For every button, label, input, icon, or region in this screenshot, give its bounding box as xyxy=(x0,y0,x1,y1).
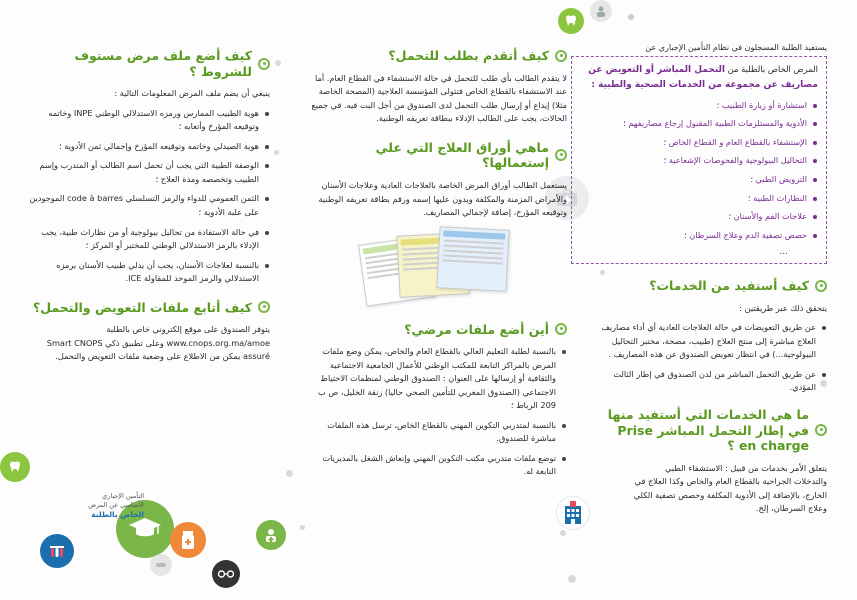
section-title: أين أضع ملفات مرضي؟ xyxy=(307,322,567,338)
nurse-icon xyxy=(256,520,286,550)
list-item: بالنسبة لطلبة التعليم العالي بالقطاع العام والخاص، يمكن وضع ملفات المرض بالمراكز التابعة للمكتب الوطني للأعمال الجامعية الاجتماعية والثقافية أو إرسالها على العنوان : الصندوق الوطني لمنظمات الاحتياط الاجتماعي (الصندوق المغربي للتأمين الصحي حاليا) زنقة الخليل، ص ب 209 الرباط ؛ xyxy=(307,345,567,413)
section-title: كيف أستفيد من الخدمات؟ xyxy=(597,278,827,294)
section-intro: يتحقق ذلك عبر طريقتين : xyxy=(739,302,827,313)
glasses-icon xyxy=(212,560,240,588)
section-complete-file xyxy=(26,48,270,286)
list-item: عن طريق التحمل المباشر من لدن الصندوق في إطار الثالث المؤدي. xyxy=(597,368,827,395)
circle-bullet-icon xyxy=(555,50,567,62)
section-track-files xyxy=(26,300,270,364)
list-item: علاجات الفم والأسنان ؛ xyxy=(580,210,818,224)
section-title: كيف أتابع ملفات التعويض والتحمل؟ xyxy=(26,300,270,316)
section-title: ما هي الخدمات التي أستفيد منها في إطار التحمل المباشر Prise en charge ؟ xyxy=(597,407,827,454)
ellipsis: ... xyxy=(779,247,788,258)
filing-places-list xyxy=(307,345,567,479)
benefit-methods-list xyxy=(597,321,827,395)
list-item: بالنسبة لمتدربي التكوين المهني بالقطاع الخاص، ترسل هذه الملفات مباشرة للصندوق. xyxy=(307,419,567,446)
section-title: كيف أضع ملف مرض مستوف للشروط ؟ xyxy=(26,48,270,79)
section-text: يستعمل الطالب أوراق المرض الخاصة بالعلاجات العادية وعلاجات الأسنان والأمراض المزمنة والمكلفة ويدون عليها إسمه ورقم بطاقة تعريفه الوطنية وتوقيعه المؤرخ، إضافة لإجمالي المصاريف. xyxy=(318,180,567,218)
list-item: النظارات الطبية ؛ xyxy=(580,192,818,206)
list-item: الأدوية والمستلزمات الطبية المقبول إرجاع مصاريفهم ؛ xyxy=(580,117,818,131)
file-requirements-list xyxy=(26,107,270,286)
section-text: يتعلق الأمر بخدمات من قبيل : الاستشفاء الطبي والتدخلات الجراحية بالقطاع العام والخاص وكذا العلاج في الخارج، بالإضافة إلى الأدوية المكلفة وحصص تصفية الكلي وعلاج السرطان، إلخ. xyxy=(633,462,827,514)
section-direct-coverage xyxy=(597,407,827,516)
section-text: لا يتقدم الطالب بأي طلب للتحمل في حالة الاستشفاء في القطاع العام. أما عند الاستشفاء بالقطاع الخاص فتتولى المؤسسة العلاجية (المصحة الخاصة مثلا) إيداع أو إرسال طلب التحمل لدى الصندوق من أجل البت فيه. في جميع الحالات، يجب على الطالب الإدلاء ببطاقة تعريفه الوطنية. xyxy=(311,72,567,124)
benefit-lead: المرض الخاص بالطلبة من التحمل المباشر أو التعويض عن مصاريف عن مجموعة من الخدمات الصحية والطبية : xyxy=(588,64,818,90)
column-middle xyxy=(295,0,581,600)
list-item: هوية الصيدلي وخاتمه وتوقيعه المؤرخ وإجمالي ثمن الأدوية ؛ xyxy=(26,140,270,154)
care-sheets-image xyxy=(362,226,512,310)
section-how-to-benefit xyxy=(597,278,827,395)
section-text: يتوفر الصندوق على موقع إلكتروني خاص بالطلبة www.cnops.org.ma/amoe وعلى تطبيق ذكي Smart CNOPS assuré يمكن من الاطلاع على وضعية ملفات التعويض والتحمل. xyxy=(46,324,270,362)
circle-bullet-icon xyxy=(815,424,827,436)
care-sheet-doc xyxy=(436,226,509,292)
pill-icon xyxy=(150,554,172,576)
list-item: التحاليل البيولوجية والفحوصات الإشعاعية ؛ xyxy=(580,154,818,168)
section-title: كيف أتقدم بطلب للتحمل؟ xyxy=(307,48,567,64)
list-item: استشارة أو زيارة الطبيب ؛ xyxy=(580,99,818,113)
benefits-list xyxy=(580,99,818,242)
list-item: هوية الطبيب الممارس ورمزه الاستدلالي الوطني INPE وخاتمه وتوقيعه المؤرخ وأتعابه ؛ xyxy=(26,107,270,134)
logo-text: التأمين الإجباري الأساسي عن المرض الخاص بالطلبة xyxy=(88,492,144,519)
section-title: ماهي أوراق العلاج التي علي إستعمالها؟ xyxy=(307,140,567,171)
column-right xyxy=(585,0,857,600)
circle-bullet-icon xyxy=(555,149,567,161)
circle-bullet-icon xyxy=(258,301,270,313)
section-intro: ينبغي أن يضم ملف المرض المعلومات التالية : xyxy=(114,88,270,99)
section-where-to-file xyxy=(307,322,567,479)
benefit-intro: يستفيد الطلبة المسجلون في نظام التأمين الإجباري عن xyxy=(645,43,827,52)
list-item: الترويض الطبي ؛ xyxy=(580,173,818,187)
test-tubes-icon xyxy=(40,534,74,568)
list-item: بالنسبة لعلاجات الأسنان، يجب أن يدلي طبيب الأسنان برمزه الاستدلالي والرمز الموحد للمقاولة ICE. xyxy=(26,259,270,286)
circle-bullet-icon xyxy=(815,280,827,292)
circle-bullet-icon xyxy=(258,58,270,70)
medicine-bottle-icon xyxy=(170,522,206,558)
list-item: الثمن العمومي للدواء والرمز التسلسلي code à barres الموجودين على علبة الأدوية ؛ xyxy=(26,192,270,219)
benefits-box xyxy=(571,56,827,264)
list-item: في حالة الاستفادة من تحاليل بيولوجية أو من نظارات طبية، يجب الإدلاء بالرمز الاستدلالي الوطني للمختبر أو المركز ؛ xyxy=(26,226,270,253)
section-request-coverage xyxy=(307,48,567,126)
hospital-icon xyxy=(556,496,590,530)
list-item: الإستشفاء بالقطاع العام و القطاع الخاص ؛ xyxy=(580,136,818,150)
list-item: حصص تصفية الدم وعلاج السرطان ؛ xyxy=(580,229,818,243)
section-care-sheets xyxy=(307,140,567,310)
list-item: توضع ملفات متدربي مكتب التكوين المهني وإنعاش الشغل بالمديريات التابعة له. xyxy=(307,452,567,479)
list-item: عن طريق التعويضات في حالة العلاجات العادية أي أداء مصاريف العلاج مباشرة إلى منتج العلاج (طبيب، مصحة، مختبر التحاليل البيولوجية...) في انتظار تعويض الصندوق عن هذه المصاريف . xyxy=(597,321,827,362)
circle-bullet-icon xyxy=(555,323,567,335)
list-item: الوصفة الطبية التي يجب أن تحمل اسم الطالب أو المتدرب وإسم الطبيب وتخصصه ومدة العلاج ؛ xyxy=(26,159,270,186)
